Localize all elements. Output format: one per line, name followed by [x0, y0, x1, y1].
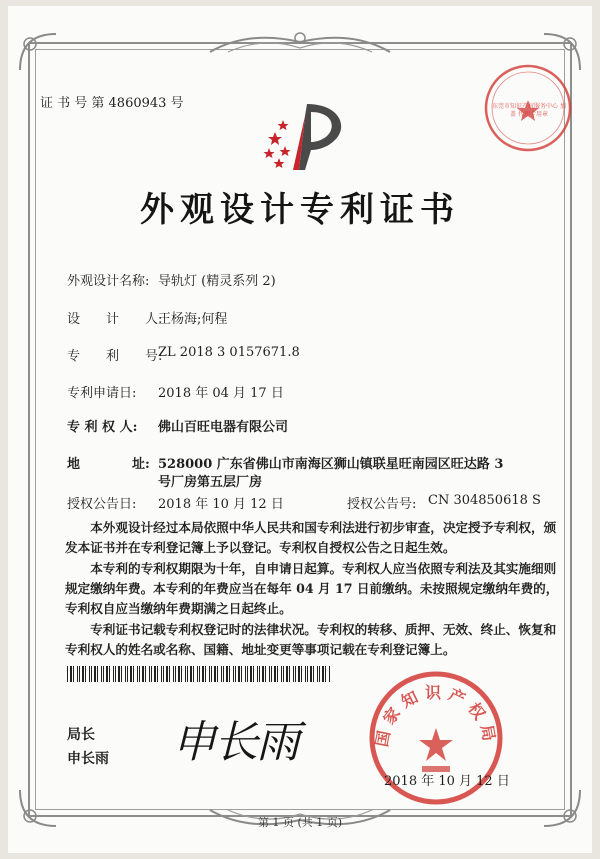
grant-no-value: CN 304850618 S: [428, 493, 541, 508]
paragraph-register: 专利证书记载专利权登记时的法律状况。专利权的转移、质押、无效、终止、恢复和专利权人的姓名或名称、国籍、地址变更等事项记载在专利登记簿上。: [65, 622, 557, 657]
agency-stamp-text: 东莞市知识产权服务中心 加盖 代理专用章: [492, 103, 566, 118]
filing-date-label: 专利申请日:: [67, 386, 137, 401]
address-line-2: 号厂房第五层厂房: [158, 475, 263, 490]
address-label: 地 址:: [67, 457, 150, 472]
page-footer: 第 1 页 (共 1 页): [257, 816, 343, 829]
certificate-number: 证 书 号 第 4860943 号: [40, 96, 184, 111]
handwritten-signature: 申长雨: [172, 717, 298, 768]
designer-label: 设 计 人:: [67, 312, 163, 327]
barcode: [67, 666, 331, 682]
director-title: 局长: [67, 727, 95, 743]
seal-date: 2018 年 10 月 12 日: [384, 774, 510, 789]
top-ornament: [208, 28, 392, 58]
grant-date-value: 2018 年 10 月 12 日: [158, 497, 284, 512]
seal-text: 国家知识产权局: [372, 683, 500, 749]
paragraph-term: 本专利的专利权期限为十年，自申请日起算。专利权人应当依照专利法及其实施细则规定缴纳年费。本专利的年费应当在每年 04 月 17 日前缴纳。未按照规定缴纳年费的，专利权自应当缴纳年费期满之日起终止。: [65, 561, 559, 616]
designer-value: 王杨海;何程: [158, 312, 228, 327]
patent-no-value: ZL 2018 3 0157671.8: [158, 345, 300, 360]
address-line-1: 528000 广东省佛山市南海区狮山镇联星旺南园区旺达路 3: [158, 457, 504, 472]
grant-date-label: 授权公告日:: [67, 497, 137, 512]
patentee-label: 专 利 权 人:: [67, 420, 138, 435]
patent-no-label: 专 利 号:: [67, 349, 163, 364]
paragraph-grant: 本外观设计经过本局依照中华人民共和国专利法进行初步审查，决定授予专利权，颁发本证书并在专利登记簿上予以登记。专利权自授权公告之日起生效。: [65, 520, 557, 555]
grant-no-label: 授权公告号:: [347, 497, 417, 512]
certificate-title: 外观设计专利证书: [140, 190, 460, 230]
design-name-value: 导轨灯 (精灵系列 2): [158, 274, 276, 289]
design-name-label: 外观设计名称:: [67, 274, 150, 289]
sipo-logo: [261, 98, 351, 178]
corner-ornament-tl: [18, 32, 58, 72]
filing-date-value: 2018 年 04 月 17 日: [158, 386, 284, 401]
patentee-value: 佛山百旺电器有限公司: [158, 420, 289, 435]
director-name: 申长雨: [67, 751, 109, 767]
certificate-page: [8, 6, 592, 853]
